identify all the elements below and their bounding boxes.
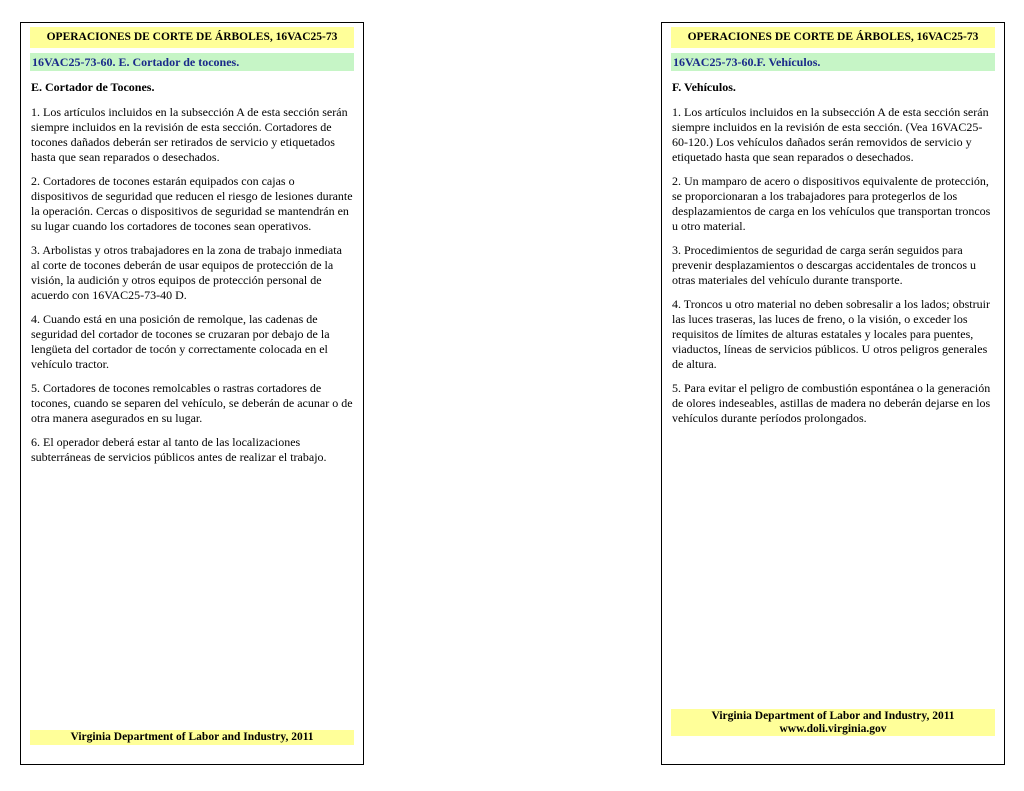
paragraph-6: 6. El operador deberá estar al tanto de las localizaciones subterráneas de servicios públicos antes de realizar el trabajo. (31, 435, 327, 464)
page-content (31, 80, 353, 474)
content-heading: E. Cortador de Tocones. (31, 80, 155, 94)
paragraph-5: 5. Para evitar el peligro de combustión espontánea o la generación de olores indeseables, astillas de madera no deberán dejarse en los vehículos durante períodos prolongados. (672, 381, 991, 425)
left-page (20, 22, 364, 765)
section-title: 16VAC25-73-60.F. Vehículos. (671, 53, 995, 71)
page-header: OPERACIONES DE CORTE DE ÁRBOLES, 16VAC25-73 (671, 27, 995, 48)
paragraph-4: 4. Cuando está en una posición de remolque, las cadenas de seguridad del cortador de tocones se cruzaran por debajo de la lengüeta del cortador de tocón y correctamente colocada en el vehículo tractor. (31, 312, 330, 371)
paragraph-5: 5. Cortadores de tocones remolcables o rastras cortadores de tocones, cuando se separen del vehículo, se deberán de acunar o de otra manera asegurados en su lugar. (31, 381, 353, 425)
paragraph-2: 2. Un mamparo de acero o dispositivos equivalente de protección, se proporcionaran a los trabajadores para protegerlos de los desplazamientos de carga en los vehículos que transportan troncos u otro material. (672, 174, 991, 233)
page-header: OPERACIONES DE CORTE DE ÁRBOLES, 16VAC25-73 (30, 27, 354, 48)
footer-organization: Virginia Department of Labor and Industry, 2011 (711, 710, 955, 722)
content-heading: F. Vehículos. (672, 80, 736, 94)
paragraph-4: 4. Troncos u otro material no deben sobresalir a los lados; obstruir las luces traseras, las luces de freno, o la visión, o exceder los requisitos de límites de alturas estatales y locales para puentes, viaductos, líneas de servicios públicos. U otros peligros generales de altura. (672, 297, 990, 371)
footer-website-link[interactable]: www.doli.virginia.gov (779, 723, 887, 735)
paragraph-1: 1. Los artículos incluidos en la subsección A de esta sección serán siempre incluidos en la revisión de esta sección. (Vea 16VAC25-60-120.) Los vehículos dañados serán removidos de servicio y etiquetado hasta que sean reparados o desechados. (672, 105, 989, 164)
page-footer (671, 709, 995, 736)
page-footer: Virginia Department of Labor and Industry, 2011 (30, 730, 354, 745)
paragraph-1: 1. Los artículos incluidos en la subsección A de esta sección serán siempre incluidos en la revisión de esta sección. Cortadores de tocones dañados deberán ser retirados de servicio y etiquetados hasta que sean reparados o desechados. (31, 105, 348, 164)
page-content (672, 80, 994, 435)
paragraph-3: 3. Arbolistas y otros trabajadores en la zona de trabajo inmediata al corte de tocones deberán de usar equipos de protección de la visión, la audición y otros equipos de protección personal de acuerdo con 16VAC25-73-40 D. (31, 243, 342, 302)
right-page (661, 22, 1005, 765)
paragraph-3: 3. Procedimientos de seguridad de carga serán seguidos para prevenir desplazamientos o descargas accidentales de troncos u otras materiales del vehículo durante transporte. (672, 243, 976, 287)
section-title: 16VAC25-73-60. E. Cortador de tocones. (30, 53, 354, 71)
paragraph-2: 2. Cortadores de tocones estarán equipados con cajas o dispositivos de seguridad que reducen el riesgo de lesiones durante la operación. Cercas o dispositivos de seguridad se mantendrán en su lugar cuando los cortadores de tocones sean operativos. (31, 174, 353, 233)
